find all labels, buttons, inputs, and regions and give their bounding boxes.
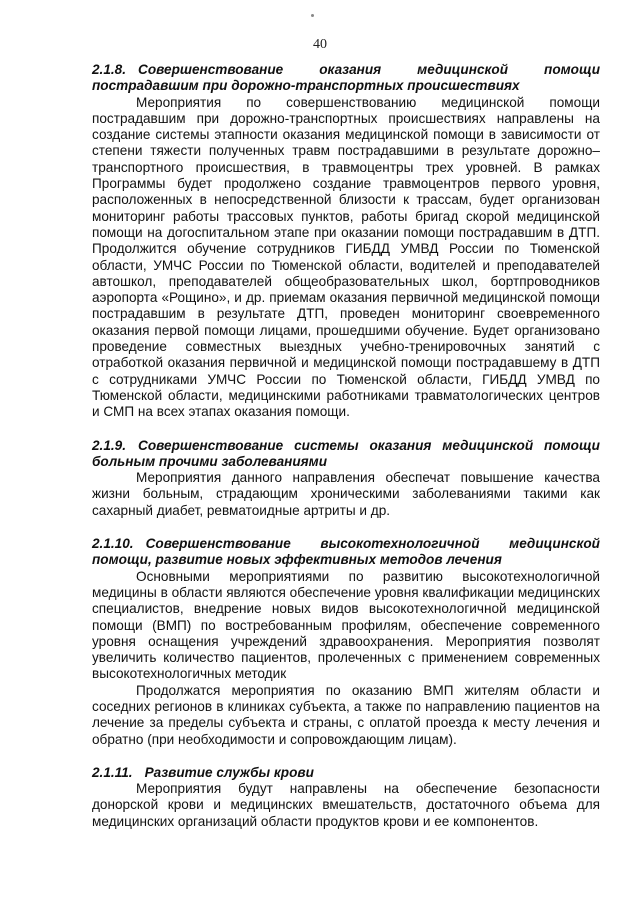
paragraph: Мероприятия данного направления обеспечат повышение качества жизни больным, страдающим хроническими заболеваниями такими как сахарный диабет, ревматоидные артриты и др.	[92, 470, 600, 518]
section-title: Совершенствование системы оказания медицинской помощи больным прочими заболеваниями	[92, 437, 600, 469]
section-2-1-11	[92, 765, 600, 830]
scan-speck	[311, 14, 314, 17]
section-heading	[92, 62, 600, 95]
section-number: 2.1.11.	[92, 764, 133, 780]
section-number: 2.1.10.	[92, 536, 134, 552]
section-number: 2.1.8.	[92, 62, 127, 77]
section-2-1-10	[92, 536, 600, 748]
section-title: Совершенствование оказания медицинской помощи пострадавшим при дорожно-транспортных происшествиях	[92, 62, 600, 94]
section-heading	[92, 536, 600, 569]
document-body	[92, 62, 600, 847]
section-title: Совершенствование высокотехнологичной медицинской помощи, развитие новых эффективных методов лечения	[92, 536, 600, 568]
section-title: Развитие службы крови	[144, 764, 314, 780]
paragraph: Мероприятия будут направлены на обеспечение безопасности донорской крови и медицинских вмешательств, достаточного объема для медицинских организаций области продуктов крови и ее компонентов.	[92, 781, 600, 829]
section-2-1-8	[92, 62, 600, 421]
section-heading	[92, 438, 600, 471]
page-number: 40	[313, 37, 327, 52]
section-heading	[92, 765, 600, 781]
section-2-1-9	[92, 438, 600, 519]
paragraph: Продолжатся мероприятия по оказанию ВМП жителям области и соседних регионов в клиниках субъекта, а также по направлению пациентов на лечение за пределы субъекта и страны, с оплатой проезда к месту лечения и обратно (при необходимости и сопровождающим лицам).	[92, 682, 600, 747]
section-number: 2.1.9.	[92, 437, 127, 453]
paragraph: Основными мероприятиями по развитию высокотехнологичной медицины в области являются обеспечение уровня квалификации медицинских специалистов, внедрение новых видов высокотехнологичной медицинской помощи (ВМП) по востребованным профилям, обеспечение современного уровня оснащения учреждений здравоохранения. Мероприятия позволят увеличить количество пациентов, пролеченных с применением современных высокотехнологичных методик	[92, 568, 600, 682]
paragraph: Мероприятия по совершенствованию медицинской помощи пострадавшим при дорожно-транспортных происшествиях направлены на создание системы этапности оказания медицинской помощи в зависимости от степени тяжести полученных травм пострадавшими в результате дорожно–транспортного происшествия, в травмоцентры трех уровней. В рамках Программы будет продолжено создание травмоцентров первого уровня, расположенных в непосредственной близости к трассам, будет организован мониторинг работы трассовых пунктов, работы бригад скорой медицинской помощи на догоспитальном этапе при оказании помощи пострадавшим в ДТП. Продолжится обучение сотрудников ГИБДД УМВД России по Тюменской области, УМЧС России по Тюменской области, водителей и преподавателей автошкол, преподавателей общеобразовательных школ, бортпроводников аэропорта «Рощино», и др. приемам оказания первичной медицинской помощи пострадавшим в результате ДТП, проведен мониторинг своевременного оказания первой помощи лицами, прошедшими обучение. Будет организовано проведение совместных выездных учебно-тренировочных занятий с отработкой оказания первичной и медицинской помощи пострадавшему в ДТП с сотрудниками УМЧС России по Тюменской области, ГИБДД УМВД по Тюменской области, медицинскими работниками травматологических центров и СМП на всех этапах оказания помощи.	[92, 94, 600, 420]
